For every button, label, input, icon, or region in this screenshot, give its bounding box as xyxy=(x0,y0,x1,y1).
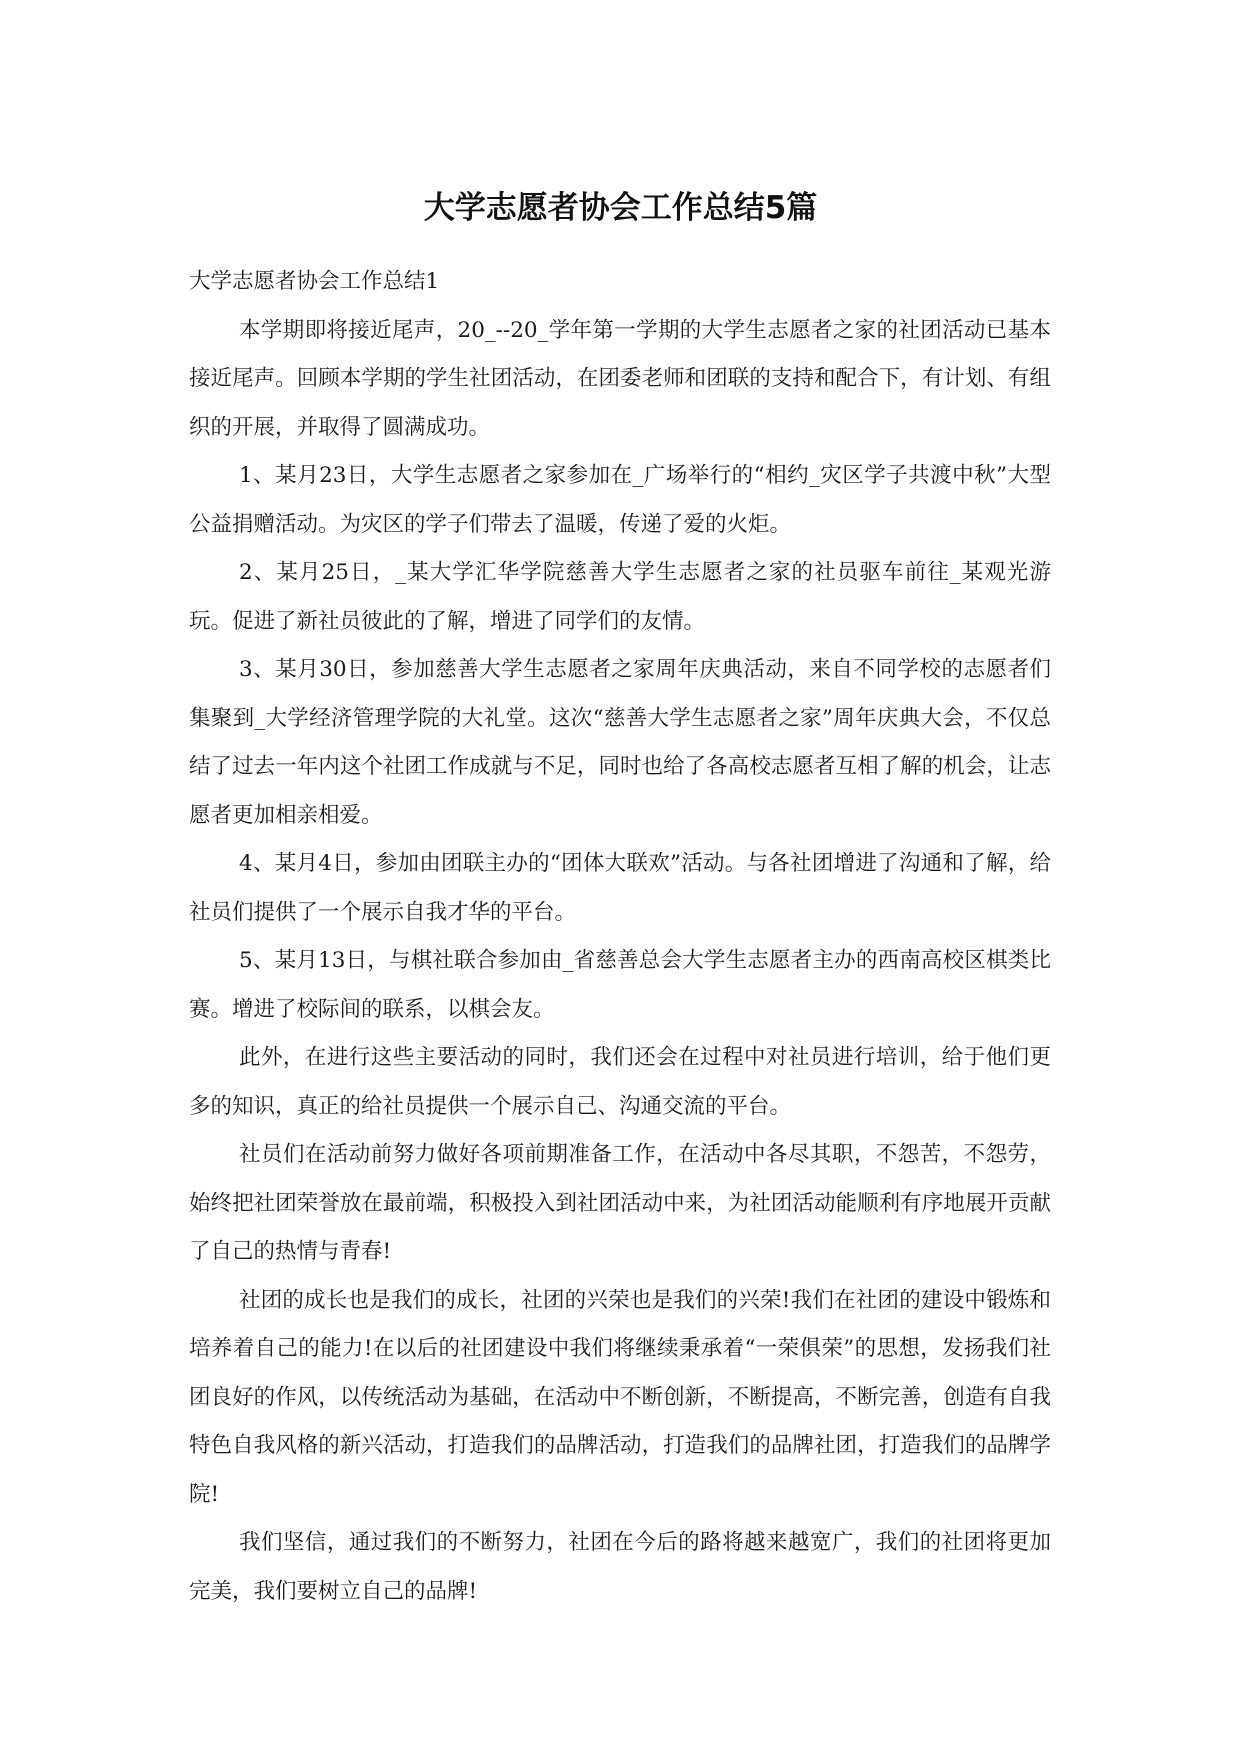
document-title: 大学志愿者协会工作总结5篇 xyxy=(423,190,818,226)
paragraph: 3、某月30日，参加慈善大学生志愿者之家周年庆典活动，来自不同学校的志愿者们集聚到_大学经济管理学院的大礼堂。这次“慈善大学生志愿者之家”周年庆典大会，不仅总结了过去一年内这个社团工作成就与不足，同时也给了各高校志愿者互相了解的机会，让志愿者更加相亲相爱。 xyxy=(189,657,1051,828)
paragraph: 4、某月4日，参加由团联主办的“团体大联欢”活动。与各社团增进了沟通和了解，给社员们提供了一个展示自我才华的平台。 xyxy=(189,851,1051,925)
paragraph: 1、某月23日，大学生志愿者之家参加在_广场举行的“相约_灾区学子共渡中秋”大型公益捐赠活动。为灾区的学子们带去了温暖，传递了爱的火炬。 xyxy=(189,463,1051,537)
paragraph: 社员们在活动前努力做好各项前期准备工作，在活动中各尽其职，不怨苦，不怨劳，始终把社团荣誉放在最前端，积极投入到社团活动中来，为社团活动能顺利有序地展开贡献了自己的热情与青春! xyxy=(189,1142,1051,1264)
document-body xyxy=(189,258,1051,1616)
paragraph: 5、某月13日，与棋社联合参加由_省慈善总会大学生志愿者主办的西南高校区棋类比赛。增进了校际间的联系，以棋会友。 xyxy=(189,948,1051,1022)
paragraph: 此外，在进行这些主要活动的同时，我们还会在过程中对社员进行培训，给于他们更多的知识，真正的给社员提供一个展示自己、沟通交流的平台。 xyxy=(189,1045,1051,1119)
paragraph: 我们坚信，通过我们的不断努力，社团在今后的路将越来越宽广，我们的社团将更加完美，我们要树立自己的品牌! xyxy=(189,1530,1051,1604)
paragraph: 2、某月25日，_某大学汇华学院慈善大学生志愿者之家的社员驱车前往_某观光游玩。促进了新社员彼此的了解，增进了同学们的友情。 xyxy=(189,560,1051,634)
paragraph: 社团的成长也是我们的成长，社团的兴荣也是我们的兴荣!我们在社团的建设中锻炼和培养着自己的能力!在以后的社团建设中我们将继续秉承着“一荣俱荣”的思想，发扬我们社团良好的作风，以传统活动为基础，在活动中不断创新，不断提高，不断完善，创造有自我特色自我风格的新兴活动，打造我们的品牌活动，打造我们的品牌社团，打造我们的品牌学院! xyxy=(189,1287,1051,1507)
section-heading: 大学志愿者协会工作总结1 xyxy=(189,269,440,294)
paragraph: 本学期即将接近尾声，20_--20_学年第一学期的大学生志愿者之家的社团活动已基本接近尾声。回顾本学期的学生社团活动，在团委老师和团联的支持和配合下，有计划、有组织的开展，并取得了圆满成功。 xyxy=(189,317,1051,440)
